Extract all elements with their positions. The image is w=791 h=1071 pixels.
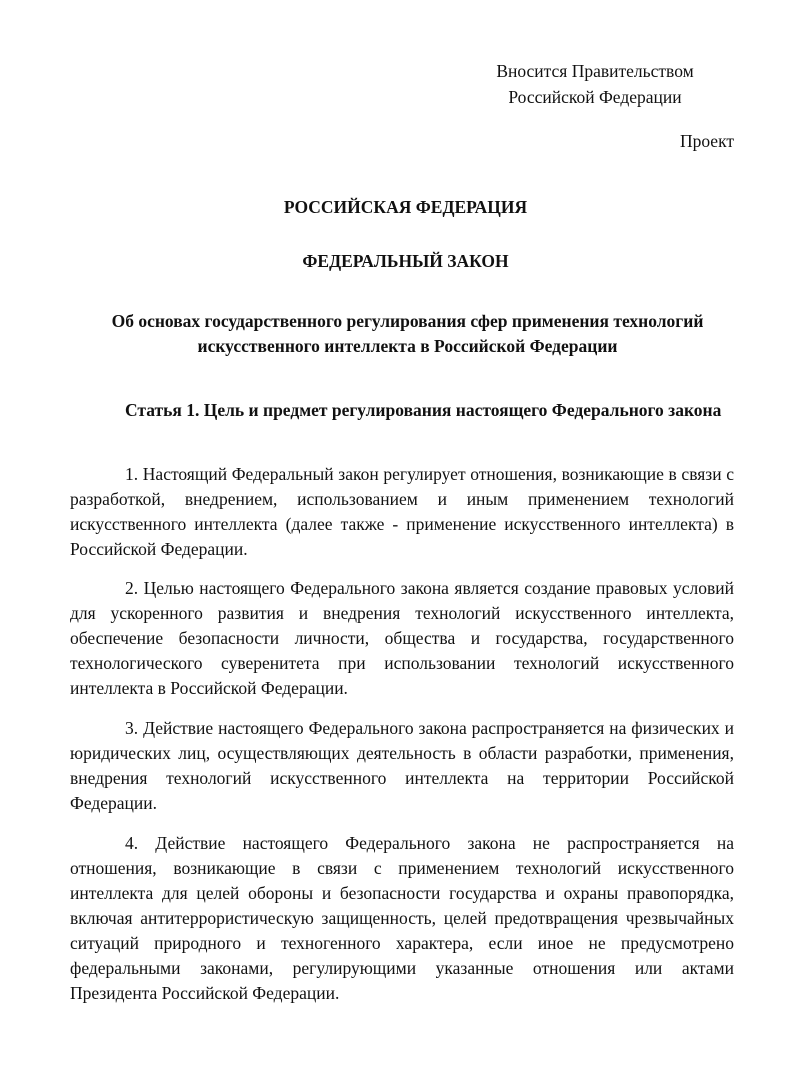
submitted-by-block [470, 58, 720, 110]
country-heading: РОССИЙСКАЯ ФЕДЕРАЦИЯ [283, 197, 528, 217]
document-type-heading: ФЕДЕРАЛЬНЫЙ ЗАКОН [302, 251, 509, 271]
article-heading: Статья 1. Цель и предмет регулирования настоящего Федерального закона [125, 400, 722, 420]
article-paragraph-4: 4. Действие настоящего Федерального закона не распространяется на отношения, возникающие в связи с применением технологий искусственного интеллекта для целей обороны и безопасности государства и охраны правопорядка, включая антитеррористическую защищенность, целей предотвращения чрезвычайных ситуаций природного и техногенного характера, если иное не предусмотрено федеральными законами, регулирующими указанные отношения или актами Президента Российской Федерации. [70, 833, 734, 1003]
document-status: Проект [679, 131, 734, 151]
article-paragraph-3: 3. Действие настоящего Федерального закона распространяется на физических и юридических лиц, осуществляющих деятельность в области разработки, применения, внедрения технологий искусственного интеллекта на территории Российской Федерации. [70, 718, 734, 813]
submitted-by-line-2: Российской Федерации [508, 87, 682, 107]
article-paragraph-1: 1. Настоящий Федеральный закон регулирует отношения, возникающие в связи с разработкой, внедрением, использованием и иным применением технологий искусственного интеллекта (далее также - применение искусственного интеллекта) в Российской Федерации. [70, 464, 734, 559]
law-title: Об основах государственного регулирования сфер применения технологий искусственного интеллекта в Российской Федерации [111, 311, 704, 356]
submitted-by-line-1: Вносится Правительством [496, 61, 694, 81]
article-paragraph-2: 2. Целью настоящего Федерального закона является создание правовых условий для ускоренного развития и внедрения технологий искусственного интеллекта, обеспечение безопасности личности, общества и государства, государственного технологического суверенитета при использовании технологий искусственного интеллекта в Российской Федерации. [70, 578, 734, 698]
